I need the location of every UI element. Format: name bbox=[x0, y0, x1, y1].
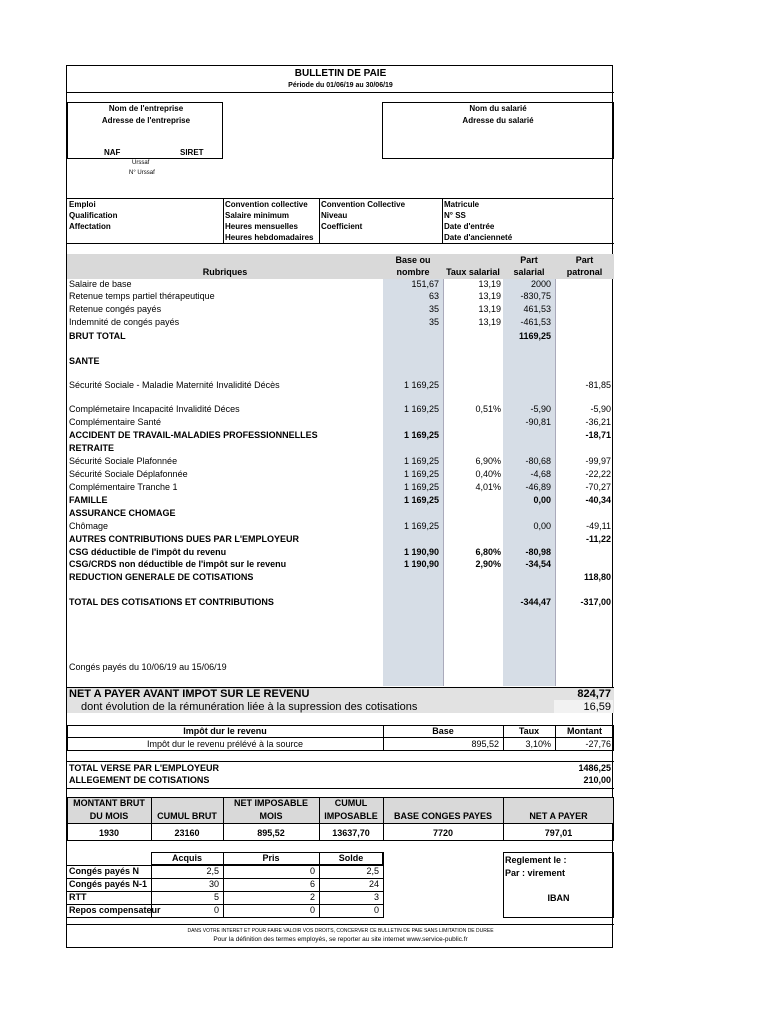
row-base: 1 169,25 bbox=[403, 482, 439, 492]
row-part-patronal: -81,85 bbox=[585, 380, 611, 390]
row-base: 35 bbox=[428, 304, 439, 314]
row-part-patronal: -18,71 bbox=[585, 430, 611, 440]
conges-period: Congés payés du 10/06/19 au 15/06/19 bbox=[69, 662, 227, 672]
row-part-salarial: -90,81 bbox=[525, 417, 551, 427]
leave-row-solde: 3 bbox=[373, 892, 379, 902]
row-base: 1 190,90 bbox=[403, 559, 439, 569]
footer-notice: DANS VOTRE INTERET ET POUR FAIRE VALOIR VOS DROITS, CONCERVER CE BULLETIN DE PAIE SANS LIMITATION DE DUREE bbox=[187, 928, 494, 934]
header-base-2: nombre bbox=[396, 267, 430, 277]
row-part-salarial: -830,75 bbox=[520, 291, 551, 301]
impot-header-base: Base bbox=[432, 726, 454, 736]
row-label: Complémentaire Tranche 1 bbox=[69, 482, 178, 492]
row-taux: 4,01% bbox=[475, 482, 501, 492]
row-part-patronal: -317,00 bbox=[580, 597, 611, 607]
header-taux: Taux salarial bbox=[446, 267, 500, 277]
net-label: NET A PAYER AVANT IMPOT SUR LE REVENU bbox=[69, 688, 310, 700]
row-base: 1 169,25 bbox=[403, 430, 439, 440]
company-address: Adresse de l'entreprise bbox=[101, 116, 191, 125]
allegement-value: 210,00 bbox=[583, 775, 611, 785]
row-part-patronal: 118,80 bbox=[583, 572, 611, 582]
leave-row-pris: 0 bbox=[309, 866, 315, 876]
row-base: 1 169,25 bbox=[403, 469, 439, 479]
summary-v5: 7720 bbox=[432, 828, 454, 838]
leave-row-pris: 2 bbox=[309, 892, 315, 902]
row-taux: 0,40% bbox=[475, 469, 501, 479]
leave-h-solde: Solde bbox=[338, 853, 364, 863]
header-part-pat-2: patronal bbox=[566, 267, 603, 277]
leave-h-acquis: Acquis bbox=[171, 853, 202, 863]
summary-h1a: MONTANT BRUT bbox=[73, 798, 145, 808]
row-base: 1 169,25 bbox=[403, 495, 439, 505]
info-date-entree: Date d'entrée bbox=[444, 222, 495, 231]
header-rubriques: Rubriques bbox=[202, 267, 248, 277]
row-label: Sécurité Sociale Déplafonnée bbox=[69, 469, 188, 479]
row-base: 1 169,25 bbox=[403, 404, 439, 414]
row-base: 63 bbox=[428, 291, 439, 301]
summary-v3: 895,52 bbox=[257, 828, 285, 838]
info-heures-mens: Heures mensuelles bbox=[225, 222, 298, 231]
leave-row-solde: 0 bbox=[373, 905, 379, 915]
info-emploi: Emploi bbox=[69, 200, 96, 209]
net-sub-label: dont évolution de la rémunération liée à la supression des cotisations bbox=[81, 701, 418, 713]
row-part-patronal: -99,97 bbox=[585, 456, 611, 466]
row-label: BRUT TOTAL bbox=[69, 331, 126, 341]
row-part-salarial: 2000 bbox=[530, 279, 551, 289]
leave-row-acquis: 2,5 bbox=[206, 866, 219, 876]
row-part-salarial: -4,68 bbox=[530, 469, 551, 479]
leave-row-acquis: 5 bbox=[213, 892, 219, 902]
row-label: Chômage bbox=[69, 521, 109, 531]
leave-row-label: RTT bbox=[69, 892, 87, 902]
leave-row-pris: 0 bbox=[309, 905, 315, 915]
row-label: ACCIDENT DE TRAVAIL-MALADIES PROFESSIONNELLES bbox=[69, 430, 318, 440]
footer-definition: Pour la définition des termes employés, se reporter au site internet www.service-public.fr bbox=[213, 936, 468, 943]
row-part-patronal: -11,22 bbox=[585, 534, 611, 544]
summary-h3a: NET IMPOSABLE bbox=[233, 798, 308, 808]
company-name: Nom de l'entreprise bbox=[108, 104, 184, 113]
payment-iban: IBAN bbox=[547, 893, 570, 903]
row-label: Complémentaire Santé bbox=[69, 417, 162, 427]
payslip-title: BULLETIN DE PAIE bbox=[294, 68, 387, 79]
employee-box bbox=[382, 102, 614, 159]
row-part-salarial: -80,98 bbox=[525, 547, 551, 557]
row-part-salarial: -34,54 bbox=[525, 559, 551, 569]
row-label: SANTE bbox=[69, 356, 100, 366]
impot-base: 895,52 bbox=[471, 739, 499, 749]
info-matricule: Matricule bbox=[444, 200, 480, 209]
summary-v1: 1930 bbox=[98, 828, 120, 838]
impot-taux: 3,10% bbox=[525, 739, 551, 749]
summary-h3b: MOIS bbox=[259, 811, 283, 821]
row-label: CSG/CRDS non déductible de l'impôt sur le revenu bbox=[69, 559, 287, 569]
summary-v4: 13637,70 bbox=[332, 828, 370, 838]
row-label: CSG déductible de l'impôt du revenu bbox=[69, 547, 227, 557]
row-taux: 6,90% bbox=[475, 456, 501, 466]
row-part-salarial: -344,47 bbox=[520, 597, 551, 607]
row-label: Retenue congés payés bbox=[69, 304, 162, 314]
impot-header-label: Impôt dur le revenu bbox=[183, 726, 267, 736]
row-part-salarial: 461,53 bbox=[523, 304, 551, 314]
allegement-label: ALLEGEMENT DE COTISATIONS bbox=[69, 775, 210, 785]
summary-h1b: DU MOIS bbox=[89, 811, 129, 821]
payment-reglement: Reglement le : bbox=[505, 855, 567, 865]
impot-header-taux: Taux bbox=[518, 726, 540, 736]
leave-row-solde: 2,5 bbox=[366, 866, 379, 876]
row-base: 151,67 bbox=[411, 279, 439, 289]
header-base-1: Base ou bbox=[395, 255, 431, 265]
info-date-anciennete: Date d'ancienneté bbox=[444, 233, 513, 242]
naf-label: NAF bbox=[104, 148, 121, 157]
row-part-patronal: -5,90 bbox=[590, 404, 611, 414]
row-label: Sécurité Sociale - Maladie Maternité Invalidité Décès bbox=[69, 380, 280, 390]
row-base: 35 bbox=[428, 317, 439, 327]
header-part-pat-1: Part bbox=[575, 255, 594, 265]
summary-v6: 797,01 bbox=[544, 828, 573, 838]
row-base: 1 169,25 bbox=[403, 456, 439, 466]
leave-row-solde: 24 bbox=[368, 879, 379, 889]
row-label: Sécurité Sociale Plafonnée bbox=[69, 456, 178, 466]
row-label: Indemnité de congés payés bbox=[69, 317, 180, 327]
row-part-patronal: -36,21 bbox=[585, 417, 611, 427]
urssaf-label: Urssaf bbox=[132, 160, 150, 166]
impot-label: Impôt dur le revenu prélévé à la source bbox=[146, 739, 304, 749]
summary-h4a: CUMUL bbox=[334, 798, 368, 808]
row-base: 1 169,25 bbox=[403, 521, 439, 531]
header-part-sal-1: Part bbox=[520, 255, 538, 265]
row-label: TOTAL DES COTISATIONS ET CONTRIBUTIONS bbox=[69, 597, 274, 607]
payslip-page bbox=[66, 65, 613, 948]
row-part-salarial: -80,68 bbox=[525, 456, 551, 466]
leave-h-pris: Pris bbox=[262, 853, 280, 863]
info-niveau: Niveau bbox=[321, 211, 348, 220]
row-part-salarial: 0,00 bbox=[533, 495, 551, 505]
row-label: Salaire de base bbox=[69, 279, 132, 289]
row-part-patronal: -22,22 bbox=[585, 469, 611, 479]
row-taux: 0,51% bbox=[475, 404, 501, 414]
net-sub-value: 16,59 bbox=[583, 701, 611, 713]
row-base: 1 169,25 bbox=[403, 380, 439, 390]
row-label: Retenue temps partiel thérapeutique bbox=[69, 291, 215, 301]
employee-name: Nom du salarié bbox=[469, 104, 527, 113]
info-heures-hebdo: Heures hebdomadaires bbox=[225, 233, 314, 242]
summary-h4b: IMPOSABLE bbox=[324, 811, 378, 821]
row-taux: 13,19 bbox=[478, 317, 501, 327]
info-convention: Convention collective bbox=[225, 200, 308, 209]
leave-row-label: Repos compensateur bbox=[69, 905, 161, 915]
row-taux: 13,19 bbox=[478, 279, 501, 289]
row-part-salarial: 1169,25 bbox=[518, 331, 551, 341]
summary-h5: BASE CONGES PAYES bbox=[393, 811, 493, 821]
total-verse-label: TOTAL VERSE PAR L'EMPLOYEUR bbox=[69, 763, 219, 773]
row-label: Complémetaire Incapacité Invalidité Déces bbox=[69, 404, 240, 414]
row-part-salarial: -46,89 bbox=[525, 482, 551, 492]
employee-address: Adresse du salarié bbox=[462, 116, 534, 125]
row-part-salarial: -5,90 bbox=[530, 404, 551, 414]
total-verse-value: 1486,25 bbox=[578, 763, 611, 773]
info-affectation: Affectation bbox=[69, 222, 111, 231]
row-part-patronal: -70,27 bbox=[585, 482, 611, 492]
summary-v2: 23160 bbox=[174, 828, 200, 838]
leave-row-label: Congés payés N bbox=[69, 866, 140, 876]
row-taux: 13,19 bbox=[478, 291, 501, 301]
impot-header-montant: Montant bbox=[567, 726, 602, 736]
summary-h6: NET A PAYER bbox=[529, 811, 588, 821]
payment-par: Par : virement bbox=[505, 868, 566, 878]
leave-row-label: Congés payés N-1 bbox=[69, 879, 148, 889]
impot-montant: -27,76 bbox=[585, 739, 611, 749]
row-part-patronal: -40,34 bbox=[585, 495, 611, 505]
row-label: FAMILLE bbox=[69, 495, 108, 505]
payment-box bbox=[503, 852, 614, 918]
leave-row-acquis: 30 bbox=[208, 879, 219, 889]
company-box bbox=[67, 102, 223, 159]
info-ss: N° SS bbox=[444, 211, 466, 220]
row-label: RETRAITE bbox=[69, 443, 114, 453]
row-taux: 6,80% bbox=[475, 547, 501, 557]
leave-row-acquis: 0 bbox=[213, 905, 219, 915]
info-qualification: Qualification bbox=[69, 211, 118, 220]
siret-label: SIRET bbox=[180, 148, 204, 157]
row-label: REDUCTION GENERALE DE COTISATIONS bbox=[69, 572, 254, 582]
info-convention-2: Convention Collective bbox=[321, 200, 406, 209]
row-taux: 13,19 bbox=[478, 304, 501, 314]
net-value: 824,77 bbox=[577, 688, 611, 700]
urssaf-number-label: N° Urssaf bbox=[129, 170, 155, 176]
row-part-salarial: -461,53 bbox=[520, 317, 551, 327]
row-label: ASSURANCE CHOMAGE bbox=[69, 508, 176, 518]
row-label: AUTRES CONTRIBUTIONS DUES PAR L'EMPLOYEUR bbox=[69, 534, 299, 544]
pay-period: Période du 01/06/19 au 30/06/19 bbox=[288, 82, 393, 89]
info-coefficient: Coefficient bbox=[321, 222, 363, 231]
row-part-salarial: 0,00 bbox=[533, 521, 551, 531]
row-base: 1 190,90 bbox=[403, 547, 439, 557]
row-part-patronal: -49,11 bbox=[586, 521, 611, 531]
row-taux: 2,90% bbox=[475, 559, 501, 569]
leave-row-pris: 6 bbox=[309, 879, 315, 889]
info-salaire-min: Salaire minimum bbox=[225, 211, 290, 220]
summary-h2: CUMUL BRUT bbox=[157, 811, 217, 821]
header-part-sal-2: salarial bbox=[513, 267, 545, 277]
